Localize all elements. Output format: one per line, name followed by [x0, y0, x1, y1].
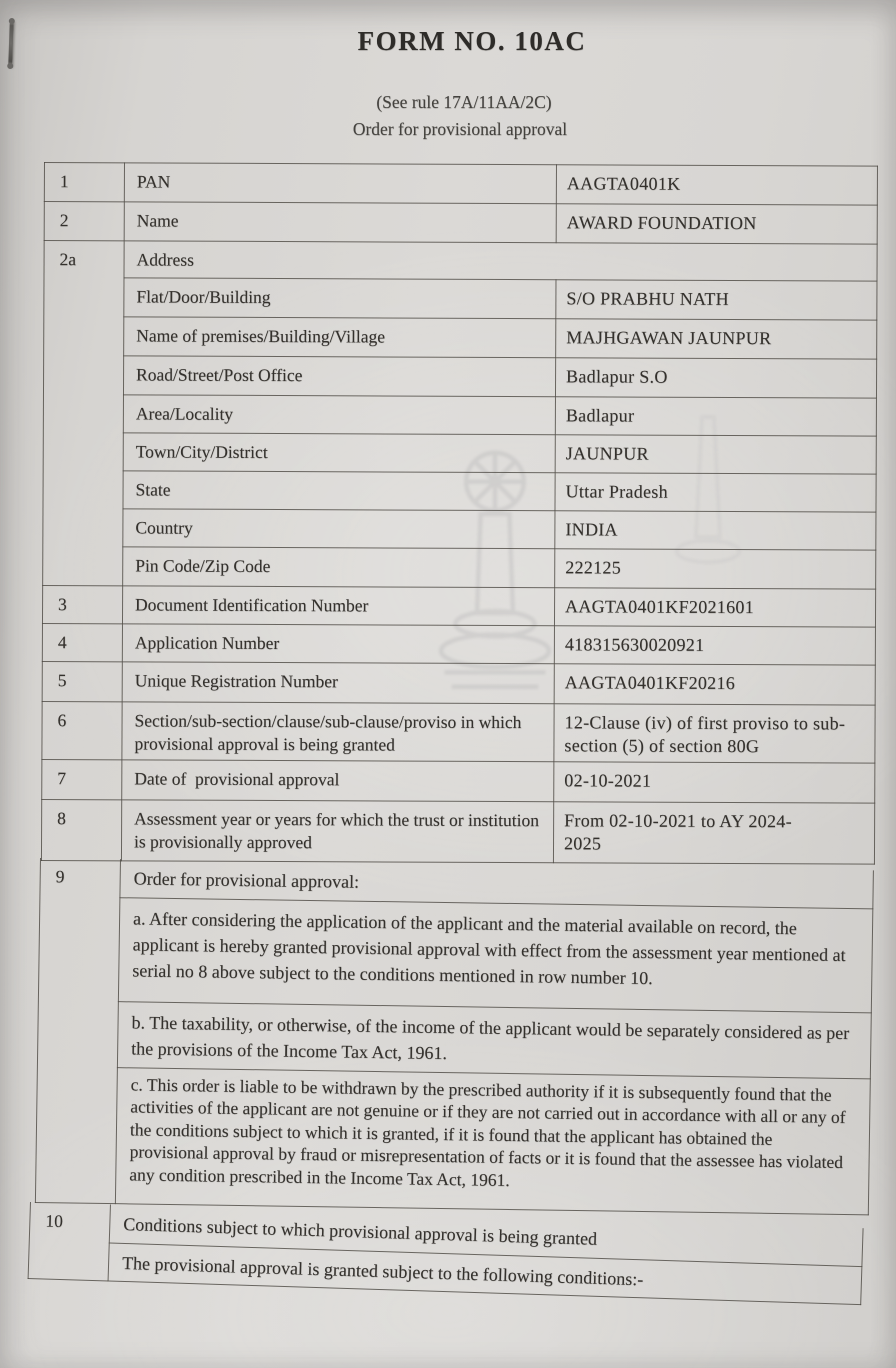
field-label-cell: Section/sub-section/clause/sub-clause/proviso in which provisional approval is being granted [122, 702, 554, 762]
table-row [38, 896, 872, 1012]
order-subtitle: Order for provisional approval [352, 119, 568, 139]
field-value: Badlapur [565, 405, 635, 426]
form-fields-table [41, 162, 878, 865]
table-row [35, 1066, 870, 1214]
field-value: AAGTA0401K [566, 173, 681, 194]
row-number-cell: 5 [42, 661, 122, 701]
field-value-cell [554, 762, 875, 803]
field-value: AAGTA0401KF2021601 [565, 596, 755, 618]
table-row [42, 661, 875, 705]
table-row [37, 1000, 871, 1078]
field-label-cell: Date of provisional approval [122, 760, 554, 802]
row-number-cell: 3 [42, 585, 122, 623]
field-value: S/O PRABHU NATH [566, 288, 729, 309]
table-row [43, 470, 876, 512]
field-value: AWARD FOUNDATION [566, 212, 757, 234]
row-number-cell: 1 [44, 163, 124, 202]
table-row [44, 278, 877, 321]
field-value-cell [553, 802, 874, 864]
field-value-cell [554, 588, 875, 627]
field-value: 222125 [565, 557, 622, 578]
staple-icon [8, 20, 14, 67]
table-row [43, 432, 876, 474]
section-heading-cell: Conditions subject to which provisional approval is being granted [109, 1205, 863, 1267]
field-value: INDIA [565, 519, 618, 540]
form-title: FORM NO. 10AC [357, 26, 587, 56]
field-value: JAUNPUR [565, 443, 649, 464]
field-value-cell [555, 397, 876, 436]
field-label-cell: Application Number [122, 624, 554, 664]
field-value: Uttar Pradesh [565, 481, 668, 502]
table-row [43, 508, 876, 550]
field-value: From 02-10-2021 to AY 2024-2025 [563, 810, 792, 854]
clause-cell: c. This order is liable to be withdrawn by the prescribed authority if it is subsequently found that the activities of the applicant are not genuine or if they are not carried out in accordance with all or any of the conditions subject to which it is granted, if it is found that the applicant has obtained the provisional approval by fraud or misrepresentation of facts or it is found that the assessee has violated any condition prescribed in the Income Tax Act, 1961. [115, 1067, 870, 1214]
table-row [44, 163, 877, 206]
field-value-cell [554, 704, 875, 763]
field-value-cell [554, 664, 875, 705]
field-value-cell [556, 319, 877, 359]
field-value-cell [556, 280, 877, 320]
row-number-cell: 7 [42, 759, 122, 799]
field-label-cell: State [123, 471, 555, 511]
table-row [44, 202, 877, 245]
conditions-section-table [28, 1202, 864, 1305]
row-number-cell: 10 [28, 1202, 110, 1280]
order-section-table [35, 858, 874, 1215]
field-label-cell: Document Identification Number [122, 586, 554, 626]
field-label-cell: Country [123, 509, 555, 549]
field-label-cell: Unique Registration Number [122, 662, 554, 704]
field-value-cell [556, 165, 877, 205]
table-row [42, 701, 875, 763]
field-value-cell [556, 204, 877, 244]
row-number-cell: 9 [35, 858, 120, 1203]
field-value-cell [555, 511, 876, 550]
field-label-cell: Town/City/District [123, 433, 555, 473]
field-label-cell: Name [124, 202, 556, 243]
table-row [42, 585, 875, 627]
table-row [41, 799, 874, 864]
table-row [44, 317, 877, 360]
table-row [43, 356, 876, 399]
row-number-cell: 4 [42, 623, 122, 661]
field-label-cell: PAN [124, 163, 556, 204]
field-value: 12-Clause (iv) of first proviso to sub-section (5) of section 80G [564, 712, 846, 757]
field-value-cell [555, 473, 876, 512]
row-number-cell: 8 [41, 799, 121, 860]
table-row [42, 623, 875, 665]
clause-cell: a. After considering the application of the applicant and the material available on record, the applicant is hereby granted provisional approval with effect from the assessment year mentioned at serial no 8 above subject to the conditions mentioned in row number 10. [118, 897, 872, 1012]
table-row [44, 241, 877, 282]
field-value: 02-10-2021 [564, 770, 652, 791]
field-value: 418315630020921 [564, 634, 705, 655]
field-label-cell: Assessment year or years for which the trust or institution is provisionally approved [121, 800, 553, 863]
row-number-cell: 6 [42, 701, 122, 759]
field-label-cell: Road/Street/Post Office [123, 356, 555, 397]
field-value-cell [555, 549, 876, 589]
field-value: Badlapur S.O [566, 366, 668, 387]
field-value-cell [554, 626, 875, 665]
rule-subtitle: (See rule 17A/11AA/2C) [376, 92, 552, 112]
field-label-cell: Area/Locality [123, 395, 555, 435]
row-number-cell: 2a [43, 241, 125, 586]
field-label-cell: Flat/Door/Building [124, 278, 556, 319]
row-number-cell: 2 [44, 202, 124, 241]
field-label-cell: Pin Code/Zip Code [123, 547, 555, 588]
field-value-cell [555, 435, 876, 474]
table-row [43, 394, 876, 436]
field-label-cell: Address [124, 241, 877, 281]
section-heading-cell: Order for provisional approval: [120, 859, 873, 908]
field-label-cell: Name of premises/Building/Village [124, 317, 556, 358]
table-row [42, 759, 875, 803]
clause-cell: b. The taxability, or otherwise, of the income of the applicant would be separately considered as per the provisions of the Income Tax Act, 1961. [117, 1001, 871, 1078]
field-value: MAJHGAWAN JAUNPUR [566, 327, 772, 349]
field-value: AAGTA0401KF20216 [564, 672, 736, 694]
table-row [43, 546, 876, 589]
conditions-intro-cell: The provisional approval is granted subject to the following conditions:- [108, 1243, 862, 1305]
field-value-cell [555, 358, 876, 398]
